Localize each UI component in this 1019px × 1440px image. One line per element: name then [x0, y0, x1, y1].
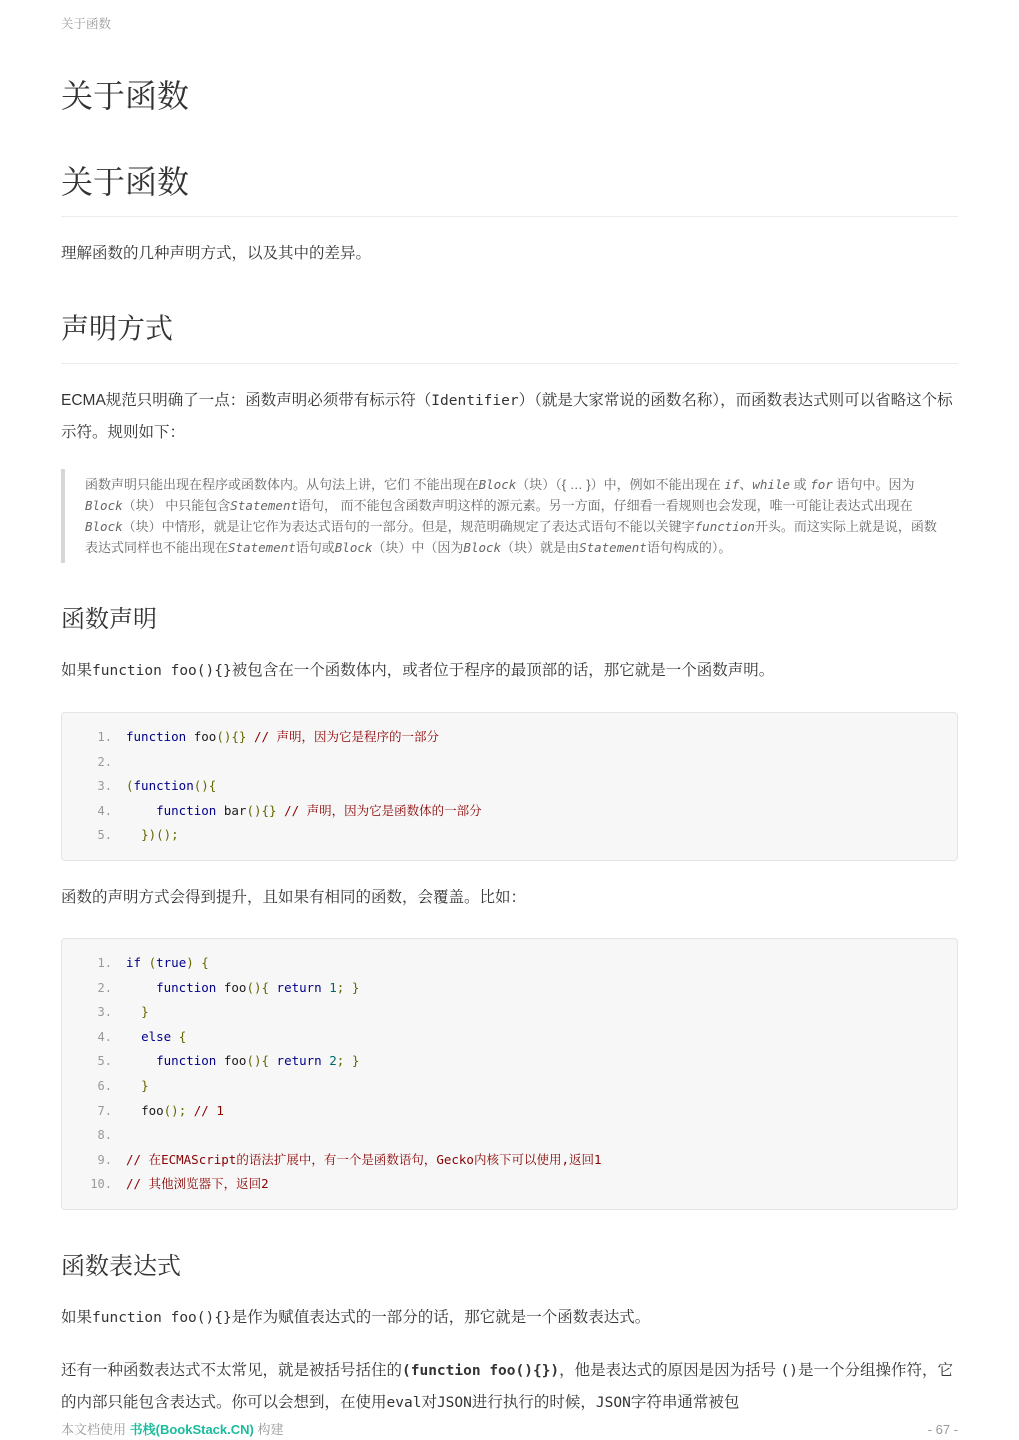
- text-segment: 开头。而这实际上就是说，函数表达式同样也不能出现在: [85, 519, 937, 555]
- code-token: foo: [216, 1053, 247, 1069]
- text-segment: （块）中（因为: [372, 540, 464, 555]
- code-token: (){: [193, 778, 217, 794]
- inline-code: eval: [386, 1394, 422, 1411]
- code-token: [126, 1103, 141, 1118]
- code-token: ;: [336, 1053, 345, 1069]
- text-segment: 是一个分组操作符，它的内部只能包含表达式。你可以会想到，在使用: [61, 1361, 953, 1411]
- code-token: foo: [141, 1102, 164, 1118]
- page-title: 关于函数: [61, 78, 190, 114]
- inline-code: if: [724, 477, 740, 492]
- code-token: // 在ECMAScript的语法扩展中，有一个是函数语句，Gecko内核下可以使用,返回1: [126, 1151, 602, 1167]
- inline-code: Block: [334, 540, 373, 555]
- page-number: - 67 -: [927, 1421, 958, 1437]
- code-token: return: [276, 1053, 322, 1069]
- code-token: [126, 827, 141, 842]
- code-token: [344, 980, 352, 995]
- bookstack-link[interactable]: 书栈(BookStack.CN): [129, 1421, 254, 1437]
- paragraph-function-expression: [61, 1302, 958, 1334]
- running-header: 关于函数: [61, 17, 112, 31]
- inline-code: function: [694, 519, 755, 534]
- section-heading-function-expression: 函数表达式: [61, 1252, 181, 1280]
- code-token: [126, 803, 156, 818]
- code-line: [62, 951, 941, 976]
- code-token: return: [276, 979, 322, 995]
- inline-code: JSON: [436, 1394, 472, 1411]
- text-segment: ECMA规范只明确了一点：函数声明必须带有标示符（: [61, 392, 432, 409]
- code-line: [62, 1074, 941, 1099]
- blockquote-declaration-rules: [61, 469, 958, 563]
- page-footer: [61, 1419, 958, 1438]
- code-token: (){}: [246, 802, 277, 818]
- inline-code: Block: [85, 498, 123, 513]
- inline-code: function foo(){}: [92, 663, 232, 679]
- text-segment: 语句中。因为: [832, 477, 915, 492]
- text-segment: （块） 中只能包含: [122, 498, 231, 513]
- text-segment: 语句， 而不能包含函数声明这样的源元素。另一方面，仔细看一看规则也会发现，唯一可能让表达式出现在: [298, 498, 913, 513]
- code-token: [277, 803, 285, 818]
- document-title: 关于函数: [61, 162, 958, 217]
- code-line: [62, 799, 941, 824]
- text-segment: 、: [739, 477, 753, 492]
- code-token: function: [156, 979, 217, 995]
- code-line: [62, 976, 941, 1001]
- code-token: [171, 1029, 179, 1044]
- footer-prefix: 本文档使用: [61, 1421, 130, 1437]
- code-token: {: [178, 1028, 187, 1044]
- inline-code: Statement: [228, 540, 296, 555]
- code-token: function: [156, 802, 217, 818]
- code-line: [62, 1148, 941, 1173]
- code-token: [141, 955, 149, 970]
- code-token: [126, 1053, 156, 1068]
- inline-code: while: [752, 477, 791, 492]
- code-line: [62, 750, 941, 775]
- code-block-declaration-example: [61, 712, 958, 861]
- inline-code: Block: [478, 477, 517, 492]
- code-token: else: [141, 1028, 172, 1044]
- inline-code: JSON: [595, 1394, 631, 1411]
- code-token: [186, 1103, 194, 1118]
- code-token: function: [126, 729, 187, 744]
- code-token: if: [126, 954, 142, 970]
- code-token: foo: [186, 729, 217, 744]
- code-token: }: [351, 979, 360, 995]
- code-token: [269, 1053, 277, 1068]
- code-token: ;: [336, 979, 345, 995]
- inline-code: Identifier: [431, 393, 519, 409]
- code-token: // 声明，因为它是程序的一部分: [253, 729, 440, 744]
- text-segment: 被包含在一个函数体内，或者位于程序的最顶部的话，那它就是一个函数声明。: [231, 662, 775, 679]
- inline-code: Statement: [230, 498, 298, 513]
- code-line: [62, 1099, 941, 1124]
- code-lines: [62, 725, 941, 848]
- code-line: [62, 823, 941, 848]
- text-segment: （块）（{ … }）中，例如不能出现在: [516, 477, 725, 492]
- footer-attribution: [61, 1419, 284, 1438]
- text-segment: 或: [790, 477, 811, 492]
- code-token: {: [201, 954, 209, 970]
- paragraph-function-declaration: [61, 655, 958, 687]
- code-token: (: [126, 778, 134, 794]
- text-segment: （块）就是由: [501, 540, 580, 555]
- code-line: [62, 774, 941, 799]
- text-segment: 语句构成的）。: [646, 540, 732, 555]
- code-token: }: [141, 1004, 149, 1020]
- code-line: [62, 1172, 941, 1197]
- code-line: [62, 1049, 941, 1074]
- text-segment: 字符串通常被包: [630, 1393, 740, 1411]
- code-line: [62, 1123, 941, 1148]
- code-token: [126, 1029, 141, 1044]
- paragraph-parenthesized-expression: [61, 1355, 958, 1419]
- text-segment: 对: [421, 1393, 437, 1411]
- code-line: [62, 1000, 941, 1025]
- code-token: [269, 980, 277, 995]
- text-segment: 如果: [61, 662, 93, 679]
- code-line: [62, 725, 941, 750]
- code-token: [344, 1053, 352, 1068]
- code-token: foo: [216, 979, 247, 995]
- section-heading-function-declaration: 函数声明: [61, 606, 157, 633]
- text-segment: 语句或: [295, 540, 335, 555]
- code-token: (){: [246, 979, 270, 995]
- text-segment: 进行执行的时候，: [471, 1393, 596, 1411]
- inline-code: Statement: [579, 540, 647, 555]
- text-segment: 是作为赋值表达式的一部分的话，那它就是一个函数表达式。: [231, 1308, 651, 1326]
- text-segment: 还有一种函数表达式不太常见，就是被括号括住的: [61, 1361, 403, 1379]
- code-token: function: [133, 778, 194, 794]
- text-segment: （块）中情形，就是让它作为表达式语句的一部分。但是，规范明确规定了表达式语句不能以关键字: [122, 519, 695, 534]
- code-token: ): [186, 954, 194, 970]
- code-token: [126, 1078, 141, 1093]
- text-segment: 函数声明只能出现在程序或函数体内。从句法上讲，它们 不能出现在: [85, 477, 479, 492]
- code-token: ();: [163, 1102, 187, 1118]
- code-token: })();: [141, 827, 179, 843]
- code-token: true: [156, 954, 187, 970]
- intro-paragraph: 理解函数的几种声明方式，以及其中的差异。: [61, 245, 372, 262]
- inline-code: function foo(){}: [92, 1309, 232, 1326]
- code-lines: [62, 951, 941, 1197]
- paragraph-ecma: [61, 385, 958, 448]
- code-token: function: [156, 1053, 217, 1069]
- code-token: }: [351, 1053, 360, 1069]
- inline-code: Block: [463, 540, 502, 555]
- code-token: // 声明，因为它是函数体的一部分: [284, 802, 482, 818]
- code-token: // 其他浏览器下，返回2: [126, 1176, 269, 1192]
- code-token: [246, 729, 254, 744]
- text-segment: ）（就是大家常说的函数名称），而函数表达式则可以省略这个标示符。规则如下：: [61, 392, 953, 441]
- text-segment: ，他是表达式的原因是因为括号: [559, 1361, 781, 1379]
- text-segment: 如果: [61, 1308, 93, 1326]
- inline-code: (): [780, 1362, 798, 1379]
- code-token: (){: [246, 1053, 270, 1069]
- footer-suffix: 构建: [253, 1421, 284, 1437]
- code-token: [126, 1004, 141, 1019]
- code-token: (){}: [216, 729, 247, 744]
- code-token: bar: [216, 802, 247, 818]
- code-line: [62, 1025, 941, 1050]
- code-token: // 1: [193, 1102, 224, 1118]
- inline-code: Block: [85, 519, 123, 534]
- code-token: [126, 980, 156, 995]
- inline-code: (function foo(){}): [402, 1362, 560, 1379]
- code-token: 2: [329, 1053, 337, 1069]
- code-token: (: [148, 954, 157, 970]
- paragraph-hoisting: 函数的声明方式会得到提升，且如果有相同的函数，会覆盖。比如：: [61, 888, 527, 906]
- section-heading-declare: 声明方式: [61, 307, 958, 364]
- inline-code: for: [810, 477, 833, 492]
- code-token: 1: [329, 979, 337, 995]
- code-block-hoisting-example: [61, 938, 958, 1210]
- code-token: }: [141, 1077, 149, 1093]
